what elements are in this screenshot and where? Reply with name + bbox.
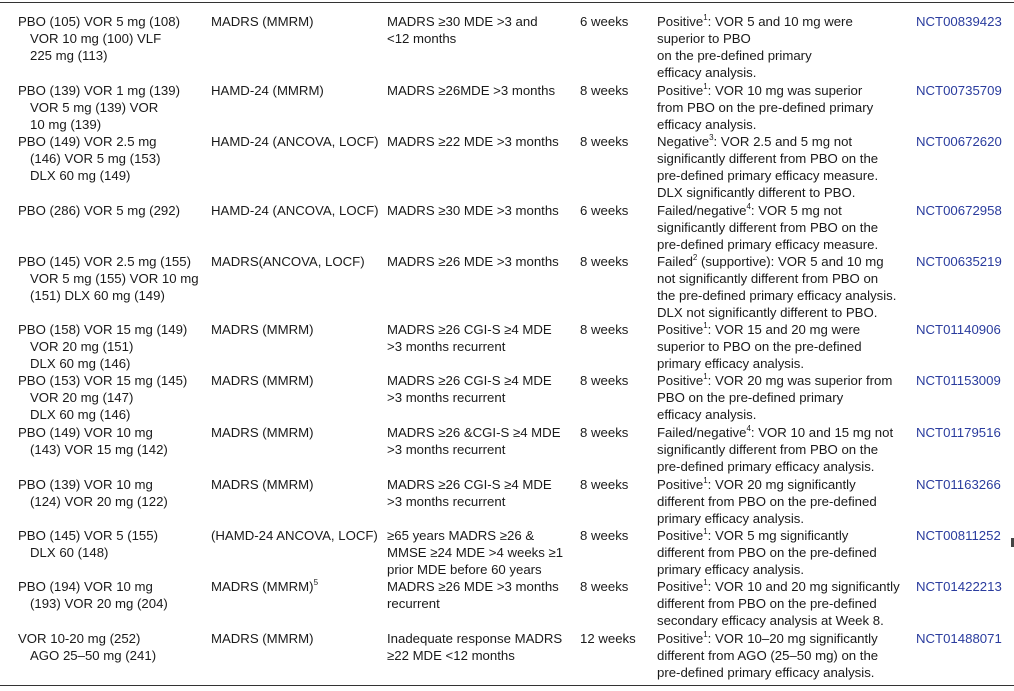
- arms-line: PBO (139) VOR 10 mg: [18, 477, 153, 492]
- cell-primary-endpoint: [211, 13, 383, 30]
- cell-duration: 6 weeks: [580, 14, 629, 29]
- inclusion-line: MADRS ≥26MDE >3 months: [387, 83, 556, 98]
- cell-outcome: [657, 578, 912, 629]
- arms-line: PBO (145) VOR 5 (155): [18, 528, 158, 543]
- arms-line: (124) VOR 20 mg (122): [30, 494, 168, 509]
- arms-line: VOR 20 mg (147): [30, 390, 134, 405]
- cell-outcome: [657, 82, 912, 133]
- outcome-line: Failed/negative$^4$: VOR 5 mg not: [657, 201, 842, 218]
- cell-treatment-arms: [18, 476, 208, 510]
- cell-primary-endpoint: [211, 253, 383, 270]
- cell-inclusion: [387, 372, 575, 406]
- outcome-line: efficacy analysis.: [657, 407, 757, 422]
- footnote-mark: 3: [709, 132, 714, 142]
- outcome-line: not significantly different from PBO on: [657, 271, 879, 286]
- endpoint-text: MADRS (MMRM): [211, 322, 314, 337]
- trial-id-link[interactable]: NCT00811252: [916, 528, 1001, 543]
- cell-outcome: [657, 372, 912, 423]
- cell-treatment-arms: [18, 253, 208, 304]
- endpoint-text: MADRS (MMRM): [211, 477, 314, 492]
- trial-id-link[interactable]: NCT00635219: [916, 254, 1002, 269]
- endpoint-text: HAMD-24 (MMRM): [211, 83, 324, 98]
- cell-inclusion: [387, 578, 575, 612]
- endpoint-text: (HAMD-24 ANCOVA, LOCF): [211, 528, 378, 543]
- arms-line: PBO (194) VOR 10 mg: [18, 579, 153, 594]
- endpoint-text: MADRS (MMRM): [211, 14, 314, 29]
- footnote-mark: 1: [703, 629, 708, 639]
- endpoint-text: HAMD-24 (ANCOVA, LOCF): [211, 134, 379, 149]
- cell-treatment-arms: [18, 424, 208, 458]
- arms-line: AGO 25–50 mg (241): [30, 648, 157, 663]
- outcome-line: Positive$^1$: VOR 5 mg significantly: [657, 526, 849, 543]
- inclusion-line: MADRS ≥26 &CGI-S ≥4 MDE: [387, 425, 561, 440]
- cell-primary-endpoint: [211, 133, 383, 150]
- arms-line: (143) VOR 15 mg (142): [30, 442, 168, 457]
- cell-primary-endpoint: [211, 321, 383, 338]
- endpoint-text: MADRS (MMRM): [211, 631, 314, 646]
- arms-line: (146) VOR 5 mg (153): [30, 151, 161, 166]
- outcome-line: different from PBO on the pre-defined: [657, 596, 877, 611]
- cell-inclusion: [387, 476, 575, 510]
- arms-line: PBO (149) VOR 2.5 mg: [18, 134, 157, 149]
- outcome-line: Positive$^1$: VOR 10–20 mg significantly: [657, 629, 878, 646]
- arms-line: VOR 5 mg (155) VOR 10 mg: [30, 271, 199, 286]
- cell-inclusion: [387, 630, 575, 664]
- outcome-line: pre-defined primary efficacy analysis.: [657, 459, 875, 474]
- outcome-line: different from PBO on the pre-defined: [657, 494, 877, 509]
- table-bottom-rule: [0, 685, 1014, 686]
- arms-line: DLX 60 mg (146): [30, 356, 131, 371]
- outcome-line: pre-defined primary efficacy measure.: [657, 237, 879, 252]
- arms-line: VOR 10 mg (100) VLF: [30, 31, 162, 46]
- inclusion-line: MADRS ≥26 CGI-S ≥4 MDE: [387, 373, 552, 388]
- arms-line: (151) DLX 60 mg (149): [30, 288, 165, 303]
- trial-id-link[interactable]: NCT01179516: [916, 425, 1001, 440]
- inclusion-line: <12 months: [387, 31, 457, 46]
- arms-line: PBO (105) VOR 5 mg (108): [18, 14, 180, 29]
- outcome-line: DLX significantly different to PBO.: [657, 185, 856, 200]
- cell-primary-endpoint: [211, 372, 383, 389]
- trial-id-link[interactable]: NCT01488071: [916, 631, 1002, 646]
- outcome-line: the pre-defined primary efficacy analysis.: [657, 288, 897, 303]
- arms-line: PBO (158) VOR 15 mg (149): [18, 322, 188, 337]
- cell-treatment-arms: [18, 321, 208, 372]
- footnote-mark: 1: [703, 320, 708, 330]
- outcome-line: different from AGO (25–50 mg) on the: [657, 648, 879, 663]
- cell-duration: 8 weeks: [580, 83, 629, 98]
- footnote-mark: 5: [313, 577, 319, 587]
- outcome-line: secondary efficacy analysis at Week 8.: [657, 613, 884, 628]
- cell-outcome: [657, 133, 912, 201]
- cell-primary-endpoint: [211, 578, 383, 595]
- endpoint-text: HAMD-24 (ANCOVA, LOCF): [211, 203, 379, 218]
- outcome-line: Failed$^2$ (supportive): VOR 5 and 10 mg: [657, 252, 884, 269]
- cell-duration: 8 weeks: [580, 425, 629, 440]
- trial-id-link[interactable]: NCT01153009: [916, 373, 1001, 388]
- arms-line: VOR 5 mg (139) VOR: [30, 100, 159, 115]
- outcome-line: primary efficacy analysis.: [657, 562, 805, 577]
- cell-duration: 12 weeks: [580, 631, 636, 646]
- cell-inclusion: [387, 13, 575, 47]
- footnote-mark: 4: [746, 201, 751, 211]
- inclusion-line: >3 months recurrent: [387, 442, 506, 457]
- outcome-line: Positive$^1$: VOR 15 and 20 mg were: [657, 320, 861, 337]
- endpoint-text: MADRS(ANCOVA, LOCF): [211, 254, 365, 269]
- arms-line: PBO (139) VOR 1 mg (139): [18, 83, 180, 98]
- footnote-mark: 1: [703, 371, 708, 381]
- outcome-line: primary efficacy analysis.: [657, 356, 805, 371]
- outcome-line: efficacy analysis.: [657, 65, 757, 80]
- arms-line: DLX 60 (148): [30, 545, 109, 560]
- cell-outcome: [657, 424, 912, 475]
- arms-line: VOR 10-20 mg (252): [18, 631, 141, 646]
- outcome-line: PBO on the pre-defined primary: [657, 390, 844, 405]
- cell-treatment-arms: [18, 578, 208, 612]
- outcome-line: efficacy analysis.: [657, 117, 757, 132]
- inclusion-line: MADRS ≥26 MDE >3 months: [387, 254, 559, 269]
- cell-outcome: [657, 321, 912, 372]
- cell-duration: 8 weeks: [580, 373, 629, 388]
- cell-inclusion: [387, 133, 575, 150]
- outcome-line: pre-defined primary efficacy measure.: [657, 168, 879, 183]
- footnote-mark: 1: [703, 577, 708, 587]
- arms-line: PBO (286) VOR 5 mg (292): [18, 203, 180, 218]
- cell-treatment-arms: [18, 133, 208, 184]
- cell-outcome: [657, 527, 912, 578]
- cell-duration: 8 weeks: [580, 579, 629, 594]
- outcome-line: significantly different from PBO on the: [657, 151, 879, 166]
- outcome-line: on the pre-defined primary: [657, 48, 812, 63]
- outcome-line: Positive$^1$: VOR 10 and 20 mg significantly: [657, 577, 900, 594]
- cell-primary-endpoint: [211, 630, 383, 647]
- outcome-line: Positive$^1$: VOR 20 mg significantly: [657, 475, 856, 492]
- cell-treatment-arms: [18, 13, 208, 64]
- inclusion-line: recurrent: [387, 596, 440, 611]
- cell-inclusion: [387, 424, 575, 458]
- cell-inclusion: [387, 527, 575, 578]
- inclusion-line: Inadequate response MADRS: [387, 631, 563, 646]
- outcome-line: Failed/negative$^4$: VOR 10 and 15 mg not: [657, 423, 894, 440]
- cell-outcome: [657, 202, 912, 253]
- outcome-line: primary efficacy analysis.: [657, 511, 805, 526]
- arms-line: 10 mg (139): [30, 117, 102, 132]
- cell-outcome: [657, 13, 912, 81]
- cell-primary-endpoint: [211, 527, 383, 544]
- footnote-mark: 1: [703, 526, 708, 536]
- outcome-line: Positive$^1$: VOR 20 mg was superior from: [657, 371, 893, 388]
- cell-outcome: [657, 476, 912, 527]
- endpoint-text: MADRS (MMRM): [211, 425, 314, 440]
- inclusion-line: MADRS ≥30 MDE >3 months: [387, 203, 559, 218]
- cell-treatment-arms: [18, 372, 208, 423]
- trial-id-link[interactable]: NCT01163266: [916, 477, 1001, 492]
- outcome-line: significantly different from PBO on the: [657, 220, 879, 235]
- cell-inclusion: [387, 253, 575, 270]
- cell-primary-endpoint: [211, 82, 383, 99]
- arms-line: 225 mg (113): [30, 48, 108, 63]
- cell-duration: 8 weeks: [580, 477, 629, 492]
- inclusion-line: >3 months recurrent: [387, 390, 506, 405]
- cell-primary-endpoint: [211, 424, 383, 441]
- footnote-mark: 1: [703, 12, 708, 22]
- outcome-line: different from PBO on the pre-defined: [657, 545, 877, 560]
- cell-duration: 8 weeks: [580, 528, 629, 543]
- outcome-line: Positive$^1$: VOR 10 mg was superior: [657, 81, 863, 98]
- cell-treatment-arms: [18, 527, 208, 561]
- inclusion-line: ≥65 years MADRS ≥26 &: [387, 528, 535, 543]
- outcome-line: from PBO on the pre-defined primary: [657, 100, 874, 115]
- inclusion-line: MADRS ≥26 CGI-S ≥4 MDE: [387, 322, 552, 337]
- inclusion-line: MADRS ≥26 CGI-S ≥4 MDE: [387, 477, 552, 492]
- cell-treatment-arms: [18, 202, 208, 219]
- trial-id-link[interactable]: NCT01140906: [916, 322, 1001, 337]
- cell-primary-endpoint: [211, 476, 383, 493]
- inclusion-line: MADRS ≥22 MDE >3 months: [387, 134, 559, 149]
- table-top-rule: [0, 2, 1014, 3]
- inclusion-line: MMSE ≥24 MDE >4 weeks ≥1: [387, 545, 564, 560]
- arms-line: (193) VOR 20 mg (204): [30, 596, 168, 611]
- footnote-mark: 2: [692, 252, 698, 262]
- endpoint-text: MADRS (MMRM)$^5$: [211, 577, 319, 594]
- inclusion-line: ≥22 MDE <12 months: [387, 648, 515, 663]
- trial-id-link[interactable]: NCT00672958: [916, 203, 1002, 218]
- cell-outcome: [657, 253, 912, 321]
- outcome-line: superior to PBO on the pre-defined: [657, 339, 862, 354]
- footnote-mark: 1: [703, 81, 708, 91]
- inclusion-line: prior MDE before 60 years: [387, 562, 542, 577]
- arms-line: PBO (149) VOR 10 mg: [18, 425, 153, 440]
- inclusion-line: MADRS ≥26 MDE >3 months: [387, 579, 559, 594]
- outcome-line: DLX not significantly different to PBO.: [657, 305, 878, 320]
- outcome-line: pre-defined primary efficacy analysis.: [657, 665, 875, 680]
- arms-line: DLX 60 mg (146): [30, 407, 131, 422]
- outcome-line: superior to PBO: [657, 31, 751, 46]
- cell-inclusion: [387, 202, 575, 219]
- footnote-mark: 4: [746, 423, 751, 433]
- outcome-line: Positive$^1$: VOR 5 and 10 mg were: [657, 12, 853, 29]
- cell-primary-endpoint: [211, 202, 383, 219]
- inclusion-line: MADRS ≥30 MDE >3 and: [387, 14, 538, 29]
- outcome-line: significantly different from PBO on the: [657, 442, 879, 457]
- inclusion-line: >3 months recurrent: [387, 494, 506, 509]
- inclusion-line: >3 months recurrent: [387, 339, 506, 354]
- arms-line: DLX 60 mg (149): [30, 168, 131, 183]
- arms-line: PBO (153) VOR 15 mg (145): [18, 373, 188, 388]
- endpoint-text: MADRS (MMRM): [211, 373, 314, 388]
- trial-id-link[interactable]: NCT00672620: [916, 134, 1002, 149]
- arms-line: PBO (145) VOR 2.5 mg (155): [18, 254, 191, 269]
- cell-inclusion: [387, 321, 575, 355]
- cell-duration: 8 weeks: [580, 254, 629, 269]
- cell-duration: 6 weeks: [580, 203, 629, 218]
- trial-id-link[interactable]: NCT01422213: [916, 579, 1002, 594]
- cell-treatment-arms: [18, 630, 208, 664]
- footnote-mark: 1: [703, 475, 708, 485]
- outcome-line: Negative$^3$: VOR 2.5 and 5 mg not: [657, 132, 853, 149]
- cell-duration: 8 weeks: [580, 322, 629, 337]
- arms-line: VOR 20 mg (151): [30, 339, 134, 354]
- cell-duration: 8 weeks: [580, 134, 629, 149]
- trial-id-link[interactable]: NCT00735709: [916, 83, 1002, 98]
- cell-outcome: [657, 630, 912, 681]
- cell-treatment-arms: [18, 82, 208, 133]
- cell-inclusion: [387, 82, 575, 99]
- trial-id-link[interactable]: NCT00839423: [916, 14, 1002, 29]
